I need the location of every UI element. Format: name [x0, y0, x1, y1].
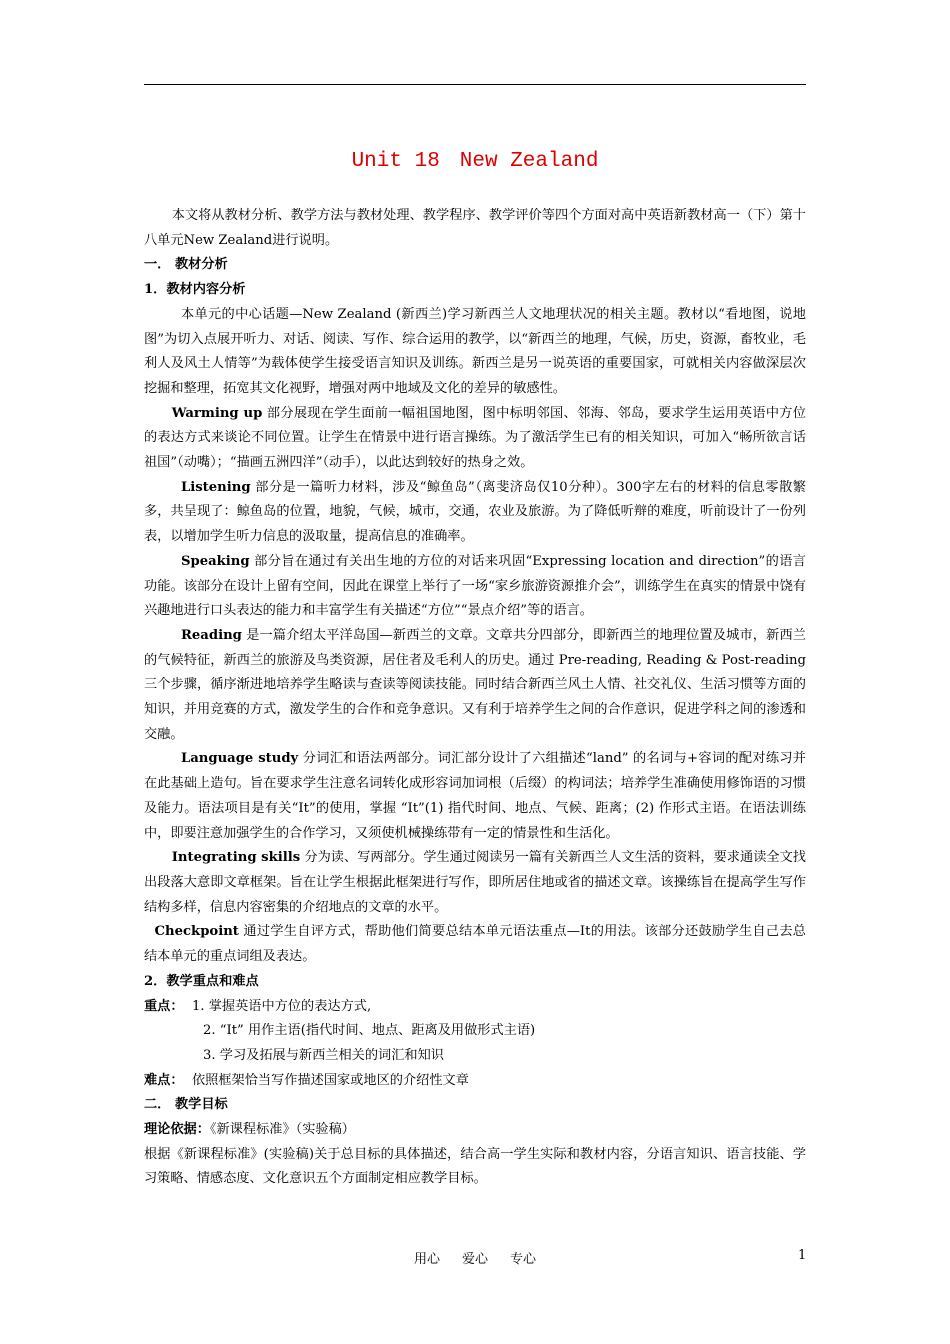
- subsection-heading-2: 2．教学重点和难点: [144, 973, 259, 989]
- key-point-3: 3. 学习及拓展与新西兰相关的词汇和知识: [203, 1047, 444, 1063]
- section-heading-2: 二． 教学目标: [144, 1097, 228, 1113]
- listening-text: 部分是一篇听力材料，涉及“鲸鱼岛”（离斐济岛仅10分种）。300字左右的材料的信息零散繁多，共呈现了：鲸鱼岛的位置，地貌，气候，城市，交通，农业及旅游。为了降低听辩的难度，听前设计了一份列表，以增加学生听力信息的汲取量，提高信息的准确率。: [144, 479, 806, 545]
- key-point-2: 2. “It” 用作主语(指代时间、地点、距离及用做形式主语): [203, 1023, 536, 1039]
- footer-word-2: 爱心: [461, 1252, 488, 1267]
- subsection-heading-1: 1．教材内容分析: [144, 282, 246, 298]
- title-unit: Unit 18: [351, 150, 440, 173]
- speaking-label: Speaking: [180, 553, 250, 569]
- difficulty-line: [144, 1069, 806, 1094]
- theory-text: 《新课程标准》（实验稿）: [209, 1122, 355, 1138]
- footer-word-1: 用心: [413, 1252, 440, 1267]
- footer-word-3: 专心: [510, 1252, 537, 1267]
- checkpoint-paragraph: [144, 920, 806, 969]
- integrating-skills-text: 分为读、写两部分。学生通过阅读另一篇有关新西兰人文生活的资料，要求通读全文找出段落大意即文章框架。旨在让学生根据此框架进行写作，即所居住地或省的描述文章。该操练旨在提高学生写作结构多样，信息内容密集的介绍地点的文章的水平。: [144, 850, 806, 915]
- listening-label: Listening: [180, 479, 251, 495]
- speaking-text: 部分旨在通过有关出生地的方位的对话来巩固“Expressing location and direction”的语言功能。该部分在设计上留有空间，因此在课堂上举行了一场“家乡旅游资源推介会”，训练学生在真实的情景中饶有兴趣地进行口头表达的能力和丰富学生有关描述“方位”“景点介绍”等的语言。: [144, 553, 806, 619]
- warming-up-text: 部分展现在学生面前一幅祖国地图，图中标明邻国、邻海、邻岛，要求学生运用英语中方位的表达方式来谈论不同位置。让学生在情景中进行语言操练。为了激活学生已有的相关知识，可加入“畅所欲言话祖国”（动嘴）；“描画五洲四洋”（动手），以此达到较好的热身之效。: [144, 405, 806, 471]
- document-body: [144, 204, 806, 1192]
- intro-paragraph: 本文将从教材分析、教学方法与教材处理、教学程序、教学评价等四个方面对高中英语新教材高一（下）第十八单元New Zealand进行说明。: [144, 208, 806, 248]
- objectives-paragraph: 根据《新课程标准》(实验稿)关于总目标的具体描述，结合高一学生实际和教材内容，分语言知识、语言技能、学习策略、情感态度、文化意识五个方面制定相应教学目标。: [144, 1146, 806, 1187]
- header-rule: [144, 84, 806, 85]
- document-title: [0, 150, 950, 173]
- theory-line: [144, 1118, 806, 1143]
- integrating-skills-label: Integrating skills: [171, 850, 301, 866]
- footer-motto: [0, 1248, 950, 1267]
- reading-label: Reading: [180, 627, 242, 643]
- checkpoint-text: 通过学生自评方式，帮助他们简要总结本单元语法重点—It的用法。该部分还鼓励学生自己去总结本单元的重点词组及表达。: [144, 924, 806, 965]
- title-topic: New Zealand: [459, 150, 599, 173]
- integrating-skills-paragraph: [144, 846, 806, 920]
- checkpoint-label: Checkpoint: [154, 924, 239, 940]
- speaking-paragraph: [144, 550, 806, 624]
- key-points-line: [144, 995, 806, 1020]
- content-paragraph: 本单元的中心话题—New Zealand (新西兰)学习新西兰人文地理状况的相关主题。教材以“看地图，说地图”为切入点展开听力、对话、阅读、写作、综合运用的教学，以“新西兰的地理，气候，历史，资源，畜牧业，毛利人及风土人情等”为载体使学生接受语言知识及训练。新西兰是另一说英语的重要国家，可就相关内容做深层次挖掘和整理，拓宽其文化视野，增强对两中地域及文化的差异的敏感性。: [144, 306, 806, 396]
- key-points-label: 重点：: [144, 998, 184, 1014]
- section-heading-1: 一． 教材分析: [144, 257, 228, 273]
- key-point-1: 1. 掌握英语中方位的表达方式,: [191, 998, 372, 1014]
- reading-text: 是一篇介绍太平洋岛国—新西兰的文章。文章共分四部分，即新西兰的地理位置及城市，新西兰的气候特征，新西兰的旅游及鸟类资源，居住者及毛利人的历史。通过 Pre-reading, Reading & Post-reading 三个步骤，循序渐进地培养学生略读与查读等阅读技能。同时结合新西兰风土人情、社交礼仪、生活习惯等方面的知识，并用竞赛的方式，激发学生的合作和竞争意识。又有利于培养学生之间的合作意识，促进学科之间的渗透和交融。: [144, 627, 806, 742]
- language-study-text: 分词汇和语法两部分。词汇部分设计了六组描述“land” 的名词与+容词的配对练习并在此基础上造句。旨在要求学生注意名词转化成形容词加词根（后缀）的构词法；培养学生准确使用修饰语的习惯及能力。语法项目是有关“It”的使用，掌握 “It”(1) 指代时间、地点、气候、距离；(2) 作形式主语。在语法训练中，即要注意加强学生的合作学习，又须使机械操练带有一定的情景性和生活化。: [144, 751, 806, 841]
- language-study-paragraph: [144, 747, 806, 846]
- page-number: 1: [798, 1248, 807, 1263]
- difficulty-label: 难点：: [144, 1072, 184, 1088]
- listening-paragraph: [144, 476, 806, 550]
- warming-up-label: Warming up: [171, 405, 263, 421]
- warming-up-paragraph: [144, 402, 806, 476]
- language-study-label: Language study: [180, 751, 299, 767]
- difficulty-text: 依照框架恰当写作描述国家或地区的介绍性文章: [191, 1072, 469, 1088]
- reading-paragraph: [144, 624, 806, 748]
- theory-label: 理论依据：: [144, 1122, 210, 1138]
